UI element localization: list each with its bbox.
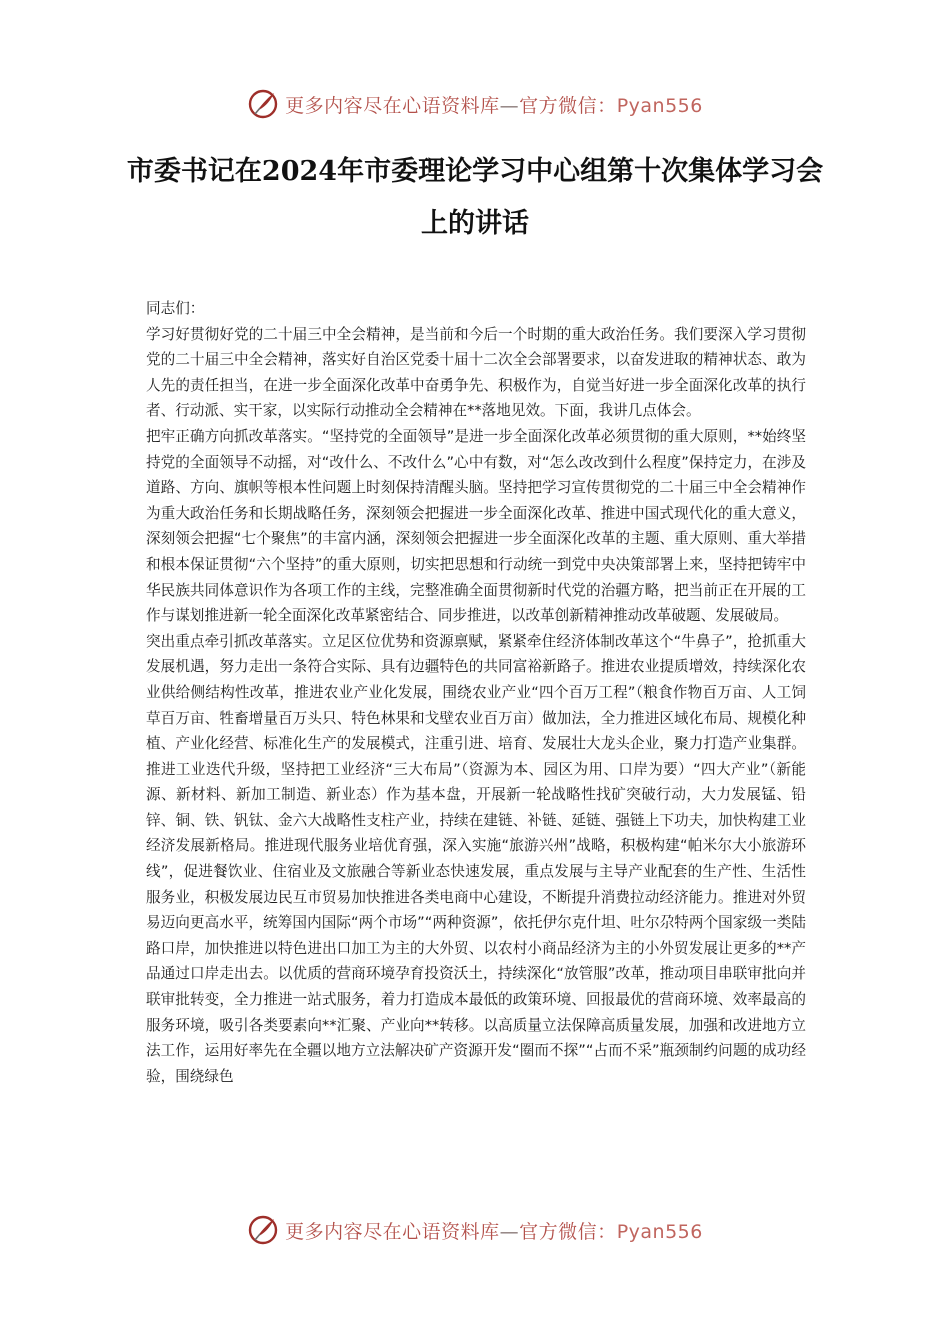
watermark-text <box>285 91 703 118</box>
quill-logo-icon <box>247 88 279 120</box>
document-body <box>146 296 806 1192</box>
watermark-wechat-label: 官方微信： <box>519 1220 617 1243</box>
paragraph: 突出重点牵引抓改革落实。立足区位优势和资源禀赋，紧紧牵住经济体制改革这个“牛鼻子”，抢抓重大发展机遇，努力走出一条符合实际、具有边疆特色的共同富裕新路子。推进农业提质增效，持续深化农业供给侧结构性改革，推进农业产业化发展，围绕农业产业“四个百万工程”（粮食作物百万亩、人工饲草百万亩、牲畜增量百万头只、特色林果和戈壁农业百万亩）做加法，全力推进区域化布局、规模化种植、产业化经营、标准化生产的发展模式，注重引进、培育、发展壮大龙头企业，聚力打造产业集群。推进工业迭代升级，坚持把工业经济“三大布局”（资源为本、园区为用、口岸为要）“四大产业”（新能源、新材料、新加工制造、新业态）作为基本盘，开展新一轮战略性找矿突破行动，大力发展锰、铅锌、铜、铁、钒钛、金六大战略性支柱产业，持续在建链、补链、延链、强链上下功夫，加快构建工业经济发展新格局。推进现代服务业培优育强，深入实施“旅游兴州”战略，积极构建“帕米尔大小旅游环线”，促进餐饮业、住宿业及文旅融合等新业态快速发展，重点发展与主导产业配套的生产性、生活性服务业，积极发展边民互市贸易加快推进各类电商中心建设，不断提升消费拉动经济能力。推进对外贸易迈向更高水平，统筹国内国际“两个市场”“两种资源”，依托伊尔克什坦、吐尔尕特两个国家级一类陆路口岸，加快推进以特色进出口加工为主的大外贸、以农村小商品经济为主的小外贸发展让更多的**产品通过口岸走出去。以优质的营商环境孕育投资沃土，持续深化“放管服”改革，推动项目串联审批向并联审批转变，全力推进一站式服务，着力打造成本最低的政策环境、回报最优的营商环境、效率最高的服务环境，吸引各类要素向**汇聚、产业向**转移。以高质量立法保障高质量发展，加强和改进地方立法工作，运用好率先在全疆以地方立法解决矿产资源开发“圈而不探”“占而不采”瓶颈制约问题的成功经验，围绕绿色 <box>146 632 806 1085</box>
quill-logo-icon <box>247 1214 279 1246</box>
watermark-wechat-id: Pyan556 <box>616 94 703 117</box>
salutation: 同志们： <box>146 300 205 317</box>
watermark-banner-bottom <box>0 1210 950 1250</box>
watermark-dash: — <box>499 94 520 117</box>
watermark-wechat-label: 官方微信： <box>519 94 617 117</box>
watermark-text <box>285 1217 703 1244</box>
paragraph: 把牢正确方向抓改革落实。“坚持党的全面领导”是进一步全面深化改革必须贯彻的重大原则，**始终坚持党的全面领导不动摇，对“改什么、不改什么”心中有数，对“怎么改改到什么程度”保持定力，在涉及道路、方向、旗帜等根本性问题上时刻保持清醒头脑。坚持把学习宣传贯彻党的二十届三中全会精神作为重大政治任务和长期战略任务，深刻领会把握进一步全面深化改革、推进中国式现代化的重大意义，深刻领会把握“七个聚焦”的丰富内涵，深刻领会把握进一步全面深化改革的主题、重大原则、重大举措和根本保证贯彻“六个坚持”的重大原则，切实把思想和行动统一到党中央决策部署上来，坚持把铸牢中华民族共同体意识作为各项工作的主线，完整准确全面贯彻新时代党的治疆方略，把当前正在开展的工作与谋划推进新一轮全面深化改革紧密结合、同步推进，以改革创新精神推动改革破题、发展破局。 <box>146 427 806 625</box>
watermark-main: 更多内容尽在心语资料库 <box>285 94 500 117</box>
document-title: 市委书记在2024年市委理论学习中心组第十次集体学习会上的讲话 <box>126 156 824 239</box>
watermark-banner-top <box>0 84 950 124</box>
watermark-dash: — <box>499 1220 520 1243</box>
watermark-main: 更多内容尽在心语资料库 <box>285 1220 500 1243</box>
paragraph: 学习好贯彻好党的二十届三中全会精神，是当前和今后一个时期的重大政治任务。我们要深入学习贯彻党的二十届三中全会精神，落实好自治区党委十届十二次全会部署要求，以奋发进取的精神状态、敢为人先的责任担当，在进一步全面深化改革中奋勇争先、积极作为，自觉当好进一步全面深化改革的执行者、行动派、实干家，以实际行动推动全会精神在**落地见效。下面，我讲几点体会。 <box>146 325 806 420</box>
watermark-wechat-id: Pyan556 <box>616 1220 703 1243</box>
